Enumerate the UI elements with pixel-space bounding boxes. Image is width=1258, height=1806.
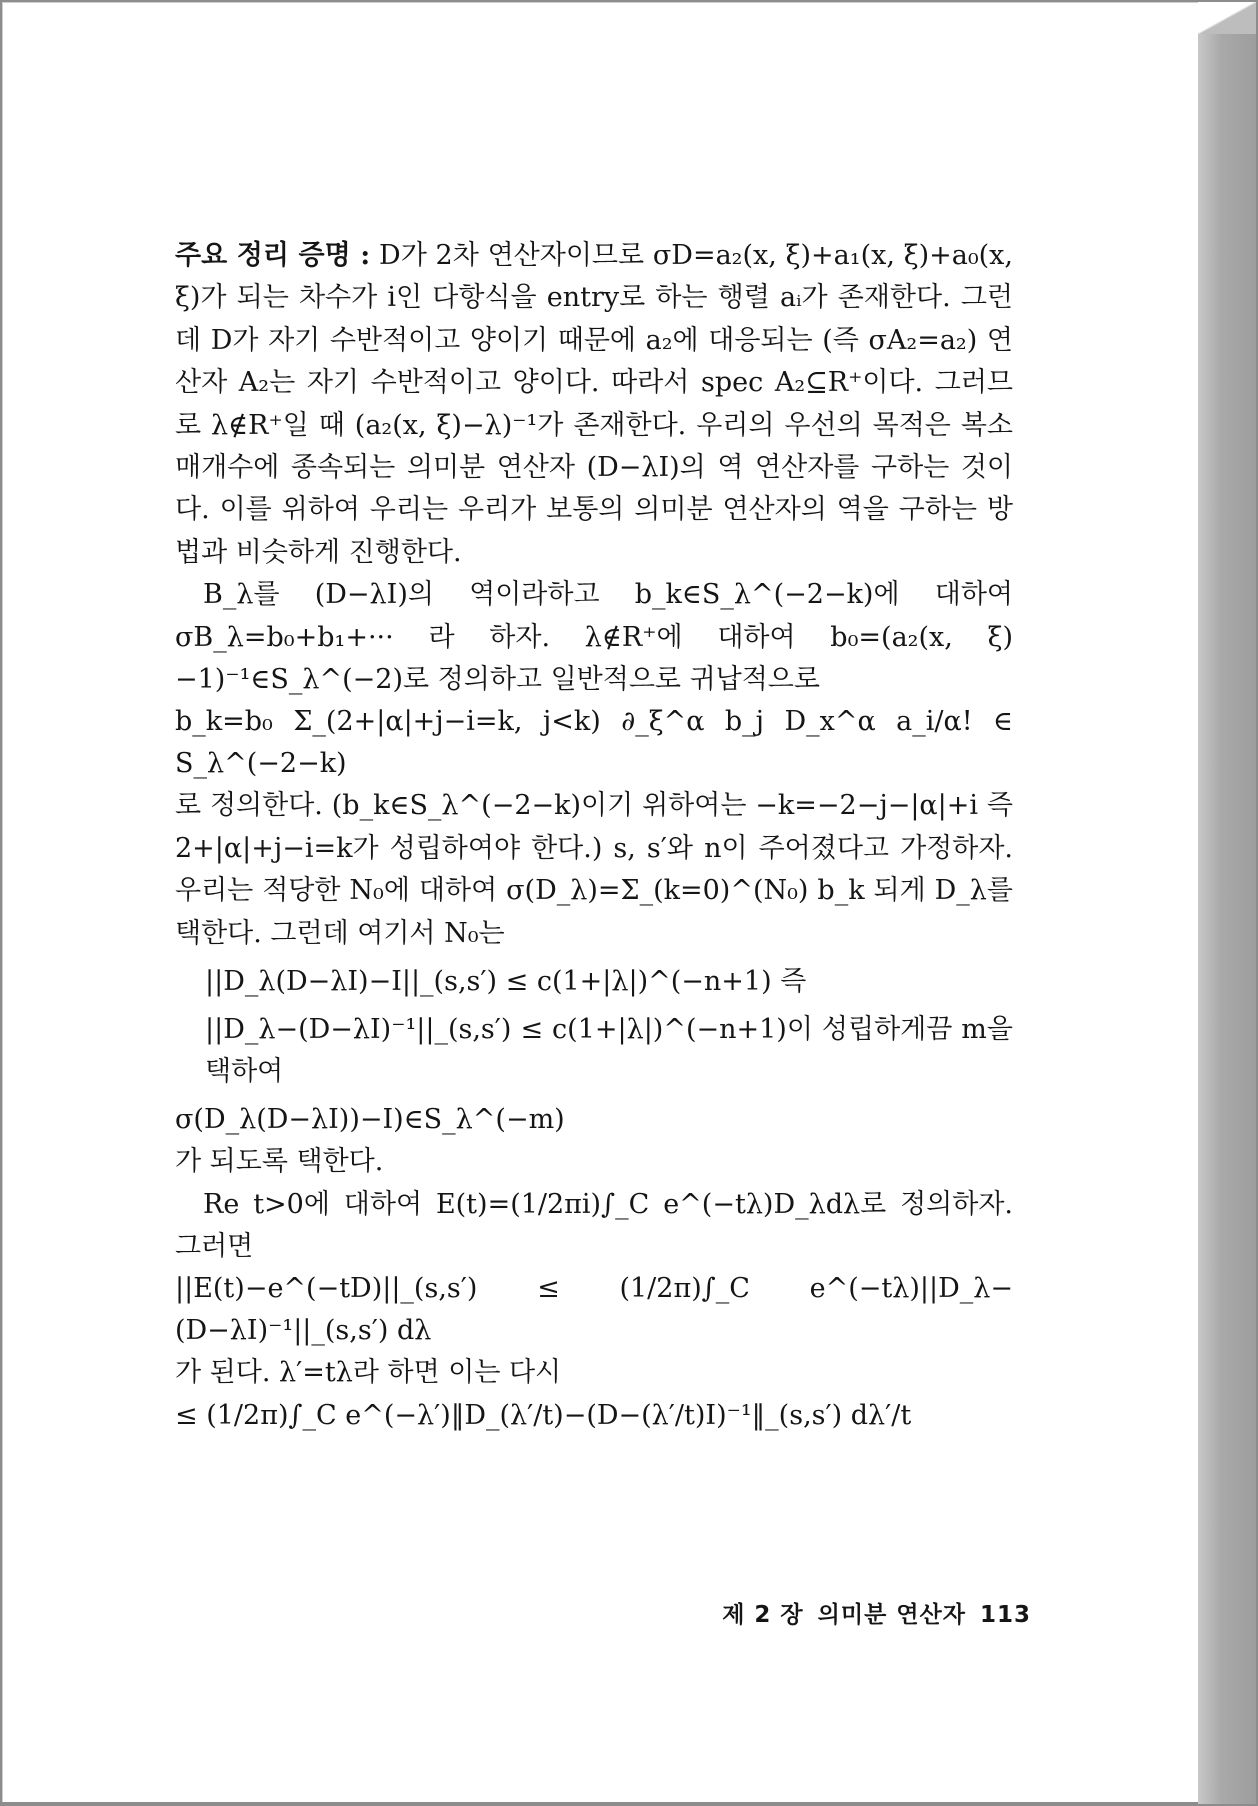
formula: b_k=b₀ Σ_(2+|α|+j−i=k, j<k) ∂_ξ^α b_j D_x^α a_i/α! ∈ S_λ^(−2−k) — [175, 706, 1013, 780]
formula: σ(D_λ(D−λI))−I)∈S_λ^(−m) — [175, 1104, 565, 1136]
page-body — [175, 235, 1013, 1437]
paragraph: B_λ를 (D−λI)의 역이라하고 b_k∈S_λ^(−2−k)에 대하여 σB_λ=b₀+b₁+··· 라 하자. λ∉R⁺에 대하여 b₀=(a₂(x, ξ)−1)⁻¹∈S_λ^(−2)로 정의하고 일반적으로 귀납적으로 — [175, 579, 1013, 696]
paragraph: 가 되도록 택한다. — [175, 1146, 384, 1178]
paragraph: 가 된다. λ′=tλ라 하면 이는 다시 — [175, 1357, 562, 1389]
formula: ||D_λ−(D−λI)⁻¹||_(s,s′) ≤ c(1+|λ|)^(−n+1)이 성립하게끔 m을 택하여 — [205, 1014, 1013, 1088]
paragraph-lead: 주요 정리 증명 : — [175, 240, 371, 271]
formula: ||E(t)−e^(−tD)||_(s,s′) ≤ (1/2π)∫_C e^(−tλ)||D_λ−(D−λI)⁻¹||_(s,s′) dλ — [175, 1273, 1013, 1347]
chapter-title: 의미분 연산자 — [817, 1602, 966, 1628]
formula: ||D_λ(D−λI)−I||_(s,s′) ≤ c(1+|λ|)^(−n+1) 즉 — [205, 966, 807, 998]
page-footer — [671, 1596, 1031, 1629]
paragraph-text: D가 2차 연산자이므로 σD=a₂(x, ξ)+a₁(x, ξ)+a₀(x, ξ)가 되는 차수가 i인 다항식을 entry로 하는 행렬 aᵢ가 존재한다. 그런데 D가 자기 수반적이고 양이기 때문에 a₂에 대응되는 (즉 σA₂=a₂) 연산자 A₂는 자기 수반적이고 양이다. 따라서 spec A₂⊆R⁺이다. 그러므로 λ∉R⁺일 때 (a₂(x, ξ)−λ)⁻¹가 존재한다. 우리의 우선의 목적은 복소매개수에 종속되는 의미분 연산자 (D−λI)의 역 연산자를 구하는 것이다. 이를 위하여 우리는 우리가 보통의 의미분 연산자의 역을 구하는 방법과 비슷하게 진행한다. — [175, 240, 1013, 568]
formula: ≤ (1/2π)∫_C e^(−λ′)‖D_(λ′/t)−(D−(λ′/t)I)⁻¹‖_(s,s′) dλ′/t — [175, 1399, 912, 1431]
paragraph: 로 정의한다. (b_k∈S_λ^(−2−k)이기 위하여는 −k=−2−j−|α|+i 즉 2+|α|+j−i=k가 성립하여야 한다.) s, s′와 n이 주어졌다고 가정하자. 우리는 적당한 N₀에 대하여 σ(D_λ)=Σ_(k=0)^(N₀) b_k 되게 D_λ를 택한다. 그런데 여기서 N₀는 — [175, 790, 1013, 949]
page-number: 113 — [979, 1602, 1031, 1628]
chapter-label: 제 2 장 — [722, 1602, 804, 1628]
page-edge — [1198, 2, 1256, 1804]
paragraph: Re t>0에 대하여 E(t)=(1/2πi)∫_C e^(−tλ)D_λdλ로 정의하자. 그러면 — [175, 1188, 1013, 1262]
book-page — [2, 2, 1198, 1802]
paragraph — [175, 235, 1013, 574]
